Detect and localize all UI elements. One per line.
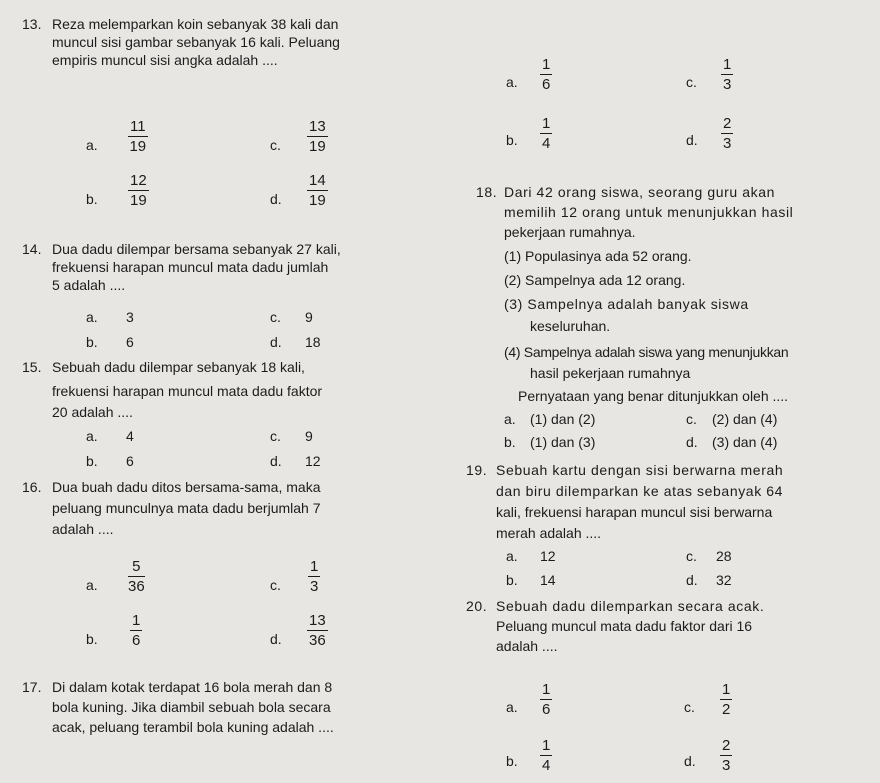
q15-option-c-value: 9 bbox=[305, 428, 313, 444]
q13-option-c-numerator: 13 bbox=[309, 118, 326, 135]
q19-option-c-label: c. bbox=[686, 548, 697, 564]
q14-text-line2: frekuensi harapan muncul mata dadu jumlah bbox=[52, 259, 329, 275]
q15-option-c-label: c. bbox=[270, 428, 281, 444]
q13-number: 13. bbox=[22, 16, 42, 32]
q13r-option-c-denominator: 3 bbox=[723, 76, 732, 93]
q13r-option-a-label: a. bbox=[506, 74, 518, 90]
q20-option-c-fraction bbox=[720, 681, 732, 718]
q13-option-c-denominator: 19 bbox=[309, 138, 326, 155]
q19-text-line1: Sebuah kartu dengan sisi berwarna merah bbox=[496, 462, 784, 478]
q20-number: 20. bbox=[466, 598, 488, 614]
q13-option-d-numerator: 14 bbox=[309, 172, 326, 189]
q16-text-line2: peluang munculnya mata dadu berjumlah 7 bbox=[52, 500, 321, 516]
q20-text-line3: adalah .... bbox=[496, 638, 558, 654]
q19-option-b-label: b. bbox=[506, 572, 518, 588]
q14-option-b-label: b. bbox=[86, 334, 98, 350]
q19-option-d-label: d. bbox=[686, 572, 698, 588]
q13-option-a-label: a. bbox=[86, 137, 98, 153]
q19-number: 19. bbox=[466, 462, 488, 478]
q14-number: 14. bbox=[22, 241, 42, 257]
q16-option-d-denominator: 36 bbox=[309, 632, 326, 649]
q13-option-a-numerator: 11 bbox=[130, 118, 146, 135]
q13-option-d-label: d. bbox=[270, 191, 282, 207]
q14-option-b-value: 6 bbox=[126, 334, 134, 350]
q15-option-a-label: a. bbox=[86, 428, 98, 444]
q18-option-a-label: a. bbox=[504, 411, 516, 427]
q15-text-line2: frekuensi harapan muncul mata dadu faktor bbox=[52, 383, 323, 399]
q16-option-b-numerator: 1 bbox=[132, 612, 141, 629]
q19-option-c-value: 28 bbox=[716, 548, 732, 564]
q20-option-d-fraction bbox=[720, 737, 732, 774]
q14-option-d-value: 18 bbox=[305, 334, 321, 350]
q18-option-a-value: (1) dan (2) bbox=[530, 411, 596, 427]
q15-number: 15. bbox=[22, 359, 42, 375]
q20-option-a-label: a. bbox=[506, 699, 518, 715]
q13r-option-b-denominator: 4 bbox=[542, 135, 551, 152]
q16-option-d-label: d. bbox=[270, 631, 282, 647]
q20-option-b-label: b. bbox=[506, 753, 518, 769]
q19-text-line3: kali, frekuensi harapan muncul sisi berwarna bbox=[496, 504, 773, 520]
q14-option-d-label: d. bbox=[270, 334, 282, 350]
q20-option-b-numerator: 1 bbox=[542, 737, 551, 754]
q20-option-b-fraction bbox=[540, 737, 552, 774]
q18-statement-3: (3) Sampelnya adalah banyak siswa bbox=[504, 296, 749, 312]
q13r-option-c-label: c. bbox=[686, 74, 697, 90]
q18-option-d-value: (3) dan (4) bbox=[712, 434, 778, 450]
q16-option-a-label: a. bbox=[86, 577, 98, 593]
q15-option-a-value: 4 bbox=[126, 428, 134, 444]
q20-option-a-fraction bbox=[540, 681, 552, 718]
q18-question: Pernyataan yang benar ditunjukkan oleh .... bbox=[518, 388, 789, 404]
q13r-option-b-label: b. bbox=[506, 132, 518, 148]
q13-option-b-numerator: 12 bbox=[130, 172, 147, 189]
q16-option-c-numerator: 1 bbox=[310, 558, 319, 575]
q16-option-b-denominator: 6 bbox=[132, 632, 141, 649]
q18-option-c-value: (2) dan (4) bbox=[712, 411, 778, 427]
q20-option-b-denominator: 4 bbox=[542, 757, 551, 774]
q16-option-a-fraction bbox=[128, 558, 145, 595]
q16-option-d-numerator: 13 bbox=[309, 612, 326, 629]
q13-option-c-fraction bbox=[307, 118, 328, 155]
q18-option-d-label: d. bbox=[686, 434, 698, 450]
q18-statement-4-cont: hasil pekerjaan rumahnya bbox=[530, 365, 691, 381]
q13-option-b-label: b. bbox=[86, 191, 98, 207]
q18-text-line2: memilih 12 orang untuk menunjukkan hasil bbox=[504, 204, 794, 220]
q20-option-a-numerator: 1 bbox=[542, 681, 551, 698]
q18-statement-3-cont: keseluruhan. bbox=[530, 318, 611, 334]
q20-text-line2: Peluang muncul mata dadu faktor dari 16 bbox=[496, 618, 753, 634]
q16-option-b-label: b. bbox=[86, 631, 98, 647]
q13r-option-d-numerator: 2 bbox=[723, 115, 732, 132]
q13r-option-c-fraction bbox=[721, 56, 733, 93]
q15-option-b-value: 6 bbox=[126, 453, 134, 469]
q16-option-d-fraction bbox=[307, 612, 328, 649]
q16-option-a-denominator: 36 bbox=[128, 578, 145, 595]
q15-text-line1: Sebuah dadu dilempar sebanyak 18 kali, bbox=[52, 359, 305, 375]
q20-option-c-denominator: 2 bbox=[722, 701, 731, 718]
q13-option-d-fraction bbox=[307, 172, 328, 209]
q19-text-line2: dan biru dilemparkan ke atas sebanyak 64 bbox=[496, 483, 784, 499]
q16-option-c-fraction bbox=[308, 558, 320, 595]
q16-option-b-fraction bbox=[130, 612, 142, 649]
q13-text-line2: muncul sisi gambar sebanyak 16 kali. Peluang bbox=[52, 34, 340, 50]
q17-text-line3: acak, peluang terambil bola kuning adalah .... bbox=[52, 719, 334, 735]
q13-text-line1: Reza melemparkan koin sebanyak 38 kali dan bbox=[52, 16, 339, 32]
q13-option-b-denominator: 19 bbox=[130, 192, 147, 209]
q18-number: 18. bbox=[476, 184, 498, 200]
q17-text-line1: Di dalam kotak terdapat 16 bola merah dan 8 bbox=[52, 679, 333, 695]
q20-option-a-denominator: 6 bbox=[542, 701, 551, 718]
q14-option-c-value: 9 bbox=[305, 309, 313, 325]
q18-statement-1: (1) Populasinya ada 52 orang. bbox=[504, 248, 692, 264]
q13r-option-a-fraction bbox=[540, 56, 552, 93]
q19-option-a-label: a. bbox=[506, 548, 518, 564]
q13r-option-a-denominator: 6 bbox=[542, 76, 551, 93]
q14-option-a-label: a. bbox=[86, 309, 98, 325]
q16-text-line3: adalah .... bbox=[52, 521, 114, 537]
q13-text-line3: empiris muncul sisi angka adalah .... bbox=[52, 52, 278, 68]
q19-option-d-value: 32 bbox=[716, 572, 732, 588]
q14-text-line3: 5 adalah .... bbox=[52, 277, 126, 293]
q13-option-a-denominator: 19 bbox=[129, 138, 147, 155]
q19-text-line4: merah adalah .... bbox=[496, 525, 602, 541]
q20-option-d-label: d. bbox=[684, 753, 696, 769]
q13-option-c-label: c. bbox=[270, 137, 281, 153]
q20-text-line1: Sebuah dadu dilemparkan secara acak. bbox=[496, 598, 765, 614]
q16-option-a-numerator: 5 bbox=[132, 558, 141, 575]
q18-text-line3: pekerjaan rumahnya. bbox=[504, 224, 636, 240]
q18-option-c-label: c. bbox=[686, 411, 697, 427]
q15-option-d-label: d. bbox=[270, 453, 282, 469]
q16-number: 16. bbox=[22, 479, 42, 495]
q13-option-b-fraction bbox=[128, 172, 149, 209]
q16-option-c-label: c. bbox=[270, 577, 281, 593]
q20-option-c-label: c. bbox=[684, 699, 695, 715]
q14-text-line1: Dua dadu dilempar bersama sebanyak 27 kali, bbox=[52, 241, 341, 257]
q18-option-b-value: (1) dan (3) bbox=[530, 434, 596, 450]
q18-option-b-label: b. bbox=[504, 434, 516, 450]
q17-number: 17. bbox=[22, 679, 42, 695]
q15-option-b-label: b. bbox=[86, 453, 98, 469]
q13r-option-d-fraction bbox=[721, 115, 733, 152]
q13r-option-d-label: d. bbox=[686, 132, 698, 148]
q18-statement-2: (2) Sampelnya ada 12 orang. bbox=[504, 272, 686, 288]
q14-option-c-label: c. bbox=[270, 309, 281, 325]
q17-text-line2: bola kuning. Jika diambil sebuah bola secara bbox=[52, 699, 331, 715]
q20-option-d-numerator: 2 bbox=[722, 737, 731, 754]
q20-option-c-numerator: 1 bbox=[722, 681, 731, 698]
q13r-option-b-numerator: 1 bbox=[542, 115, 551, 132]
q16-option-c-denominator: 3 bbox=[310, 578, 319, 595]
q18-text-line1: Dari 42 orang siswa, seorang guru akan bbox=[504, 184, 776, 200]
q18-statement-4: (4) Sampelnya adalah siswa yang menunjukkan bbox=[504, 344, 789, 360]
q19-option-b-value: 14 bbox=[540, 572, 556, 588]
q15-text-line3: 20 adalah .... bbox=[52, 404, 133, 420]
q15-option-d-value: 12 bbox=[305, 453, 321, 469]
q13r-option-a-numerator: 1 bbox=[542, 56, 551, 73]
q13-option-d-denominator: 19 bbox=[309, 192, 326, 209]
q16-text-line1: Dua buah dadu ditos bersama-sama, maka bbox=[52, 479, 321, 495]
q19-option-a-value: 12 bbox=[540, 548, 556, 564]
q13r-option-b-fraction bbox=[540, 115, 552, 152]
q20-option-d-denominator: 3 bbox=[722, 757, 731, 774]
q13-option-a-fraction bbox=[128, 118, 148, 155]
q14-option-a-value: 3 bbox=[126, 309, 134, 325]
q13r-option-c-numerator: 1 bbox=[723, 56, 732, 73]
q13r-option-d-denominator: 3 bbox=[723, 135, 732, 152]
